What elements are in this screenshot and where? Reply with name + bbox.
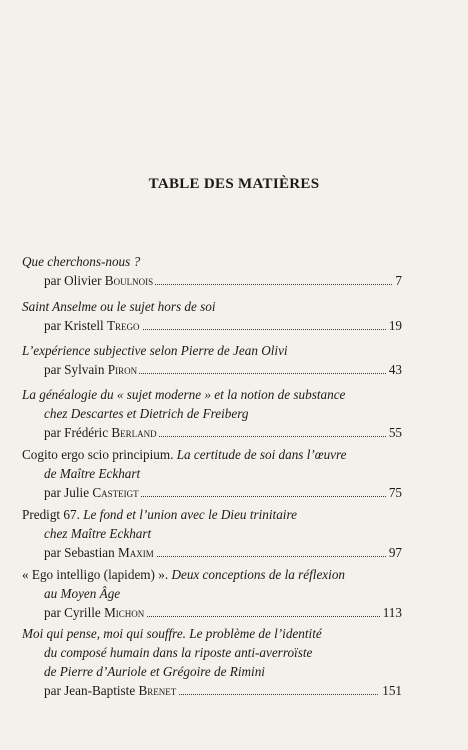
entry-title-continued: du composé humain dans la riposte anti-averroïste — [44, 645, 313, 660]
author-first: par Olivier — [44, 273, 102, 288]
toc-entry — [22, 565, 402, 622]
author-first: par Kristell — [44, 318, 104, 333]
entry-title: L’expérience subjective selon Pierre de Jean Olivi — [22, 343, 288, 358]
author-last: Trego — [107, 318, 140, 333]
entry-author-line — [22, 360, 402, 379]
entry-title: Saint Anselme ou le sujet hors de soi — [22, 299, 216, 314]
toc-entry — [22, 252, 402, 290]
entry-title — [22, 445, 402, 464]
page-number: 19 — [386, 316, 402, 335]
author-last: Piron — [107, 362, 138, 377]
entry-title-italic: Deux conceptions de la réflexion — [171, 567, 346, 582]
author-last: Michon — [104, 605, 145, 620]
page-title: TABLE DES MATIÈRES — [148, 176, 320, 192]
entry-author-line — [22, 603, 402, 622]
author-last: Casteigt — [92, 485, 139, 500]
author-last: Brenet — [138, 683, 177, 698]
entry-title-continued: de Pierre d’Auriole et Grégoire de Rimini — [44, 664, 265, 679]
entry-title-continued: de Maître Eckhart — [44, 466, 141, 481]
author-last: Berland — [111, 425, 157, 440]
entry-author-line — [22, 316, 402, 335]
entry-title-plain: Cogito ergo scio principium. — [22, 447, 174, 462]
entry-author-line — [22, 483, 402, 502]
page-number: 75 — [386, 483, 402, 502]
entry-title: La généalogie du « sujet moderne » et la notion de substance — [22, 387, 346, 402]
entry-title — [22, 565, 402, 584]
page-number: 43 — [386, 360, 402, 379]
author-first: par Julie — [44, 485, 90, 500]
entry-author-line — [22, 271, 402, 290]
author-first: par Sylvain — [44, 362, 105, 377]
toc-entry — [22, 385, 402, 442]
author-first: par Sebastian — [44, 545, 115, 560]
entry-title — [22, 505, 402, 524]
page-number: 55 — [386, 423, 402, 442]
page-number: 7 — [392, 271, 402, 290]
author-last: Maxim — [117, 545, 154, 560]
entry-title: Moi qui pense, moi qui souffre. Le problème de l’identité — [22, 626, 322, 641]
entry-title: Que cherchons-nous ? — [22, 254, 141, 269]
entry-author-line — [22, 543, 402, 562]
toc-entry — [22, 445, 402, 502]
entry-title-continued: chez Maître Eckhart — [44, 526, 152, 541]
toc-entry — [22, 341, 402, 379]
page-number: 113 — [380, 603, 402, 622]
author-first: par Cyrille — [44, 605, 101, 620]
entry-title-continued: chez Descartes et Dietrich de Freiberg — [44, 406, 249, 421]
entry-title-continued: au Moyen Âge — [44, 586, 121, 601]
author-last: Boulnois — [104, 273, 154, 288]
entry-title-italic: La certitude de soi dans l’œuvre — [176, 447, 347, 462]
entry-title-italic: Le fond et l’union avec le Dieu trinitaire — [83, 507, 297, 522]
author-first: par Jean-Baptiste — [44, 683, 136, 698]
entry-title-plain: Predigt 67. — [22, 507, 80, 522]
entry-title-plain: « Ego intelligo (lapidem) ». — [22, 567, 169, 582]
entry-author-line — [22, 681, 402, 700]
author-first: par Frédéric — [44, 425, 109, 440]
toc-entry — [22, 624, 402, 700]
entry-author-line — [22, 423, 402, 442]
toc-entry — [22, 505, 402, 562]
page-number: 97 — [386, 543, 402, 562]
page-number: 151 — [379, 681, 402, 700]
toc-entry — [22, 297, 402, 335]
